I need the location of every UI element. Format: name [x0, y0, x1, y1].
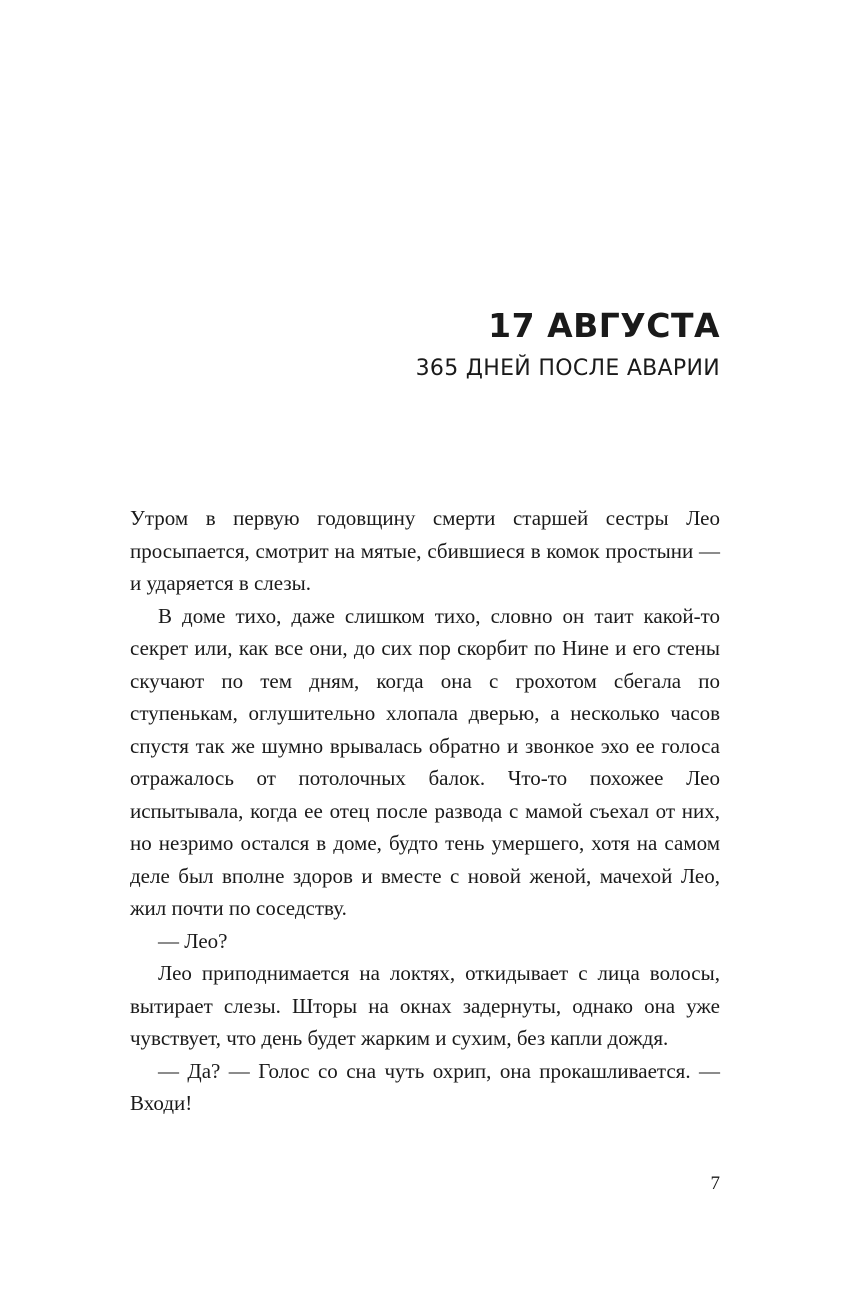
page-number: 7 [710, 1173, 720, 1194]
paragraph: Лео приподнимается на локтях, откидывает с лица волосы, вытирает слезы. Шторы на окнах задернуты, однако она уже чувствует, что день будет жарким и сухим, без капли дождя. [130, 961, 720, 1050]
dialogue-line: — Да? — Голос со сна чуть охрип, она прокашливается. — Входи! [130, 1058, 720, 1115]
dialogue-line: — Лео? [158, 928, 228, 953]
chapter-title: 17 АВГУСТА [488, 306, 720, 345]
paragraph: Утром в первую годовщину смерти старшей сестры Лео просыпается, смотрит на мятые, сбившиеся в комок простыни — и ударяется в слезы. [130, 506, 720, 595]
paragraph: В доме тихо, даже слишком тихо, словно он таит какой-то секрет или, как все они, до сих пор скорбит по Нине и его стены скучают по тем дням, когда она с грохотом сбегала по ступенькам, оглушительно хлопала дверью, а несколько часов спустя так же шумно врывалась обратно и звонкое эхо ее голоса отражалось от потолочных балок. Что-то похожее Лео испытывала, когда ее отец после развода с мамой съехал от них, но незримо остался в доме, будто тень умершего, хотя на самом деле был вполне здоров и вместе с новой женой, мачехой Лео, жил почти по соседству. [130, 603, 720, 920]
chapter-subtitle: 365 ДНЕЙ ПОСЛЕ АВАРИИ [415, 356, 720, 381]
chapter-header [416, 304, 720, 384]
body-text [130, 502, 720, 1120]
